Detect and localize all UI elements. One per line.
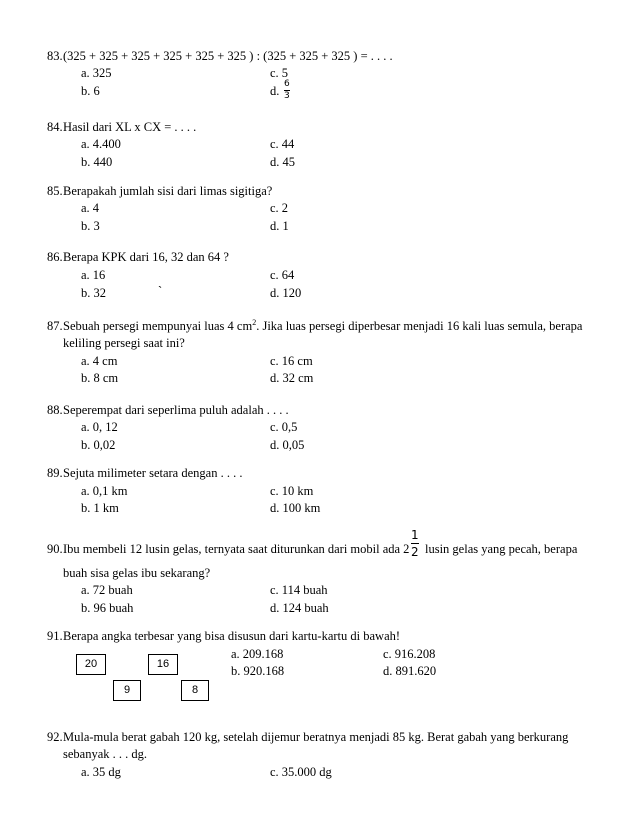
question-text: Berapa angka terbesar yang bisa disusun dari kartu-kartu di bawah! [63,629,401,643]
option-b: b. 32 [81,286,106,300]
option-d-fraction [284,80,290,101]
question-number: 90. [47,542,63,556]
option-d: d. 0,05 [270,438,305,452]
option-a: a. 16 [81,268,106,282]
fraction-numerator: 6 [284,79,290,89]
option-d: d. 100 km [270,501,321,515]
option-a: a. 35 dg [81,765,121,779]
fraction-denominator: 3 [284,91,290,101]
question-text-end: . Jika luas persegi diperbesar menjadi 16 kali luas semula, berapa [256,319,583,333]
option-c: c. 10 km [270,484,314,498]
option-c: c. 64 [270,268,295,282]
number-card: 9 [113,680,141,701]
question-text: Berapa KPK dari 16, 32 dan 64 ? [63,250,229,264]
option-c: c. 0,5 [270,420,298,434]
option-c: c. 5 [270,66,289,80]
question-text-line2: sebanyak . . . dg. [63,747,148,761]
option-a: a. 0, 12 [81,420,118,434]
option-a: a. 4 cm [81,354,118,368]
question-text: Sejuta milimeter setara dengan . . . . [63,466,243,480]
question-number: 91. [47,629,63,643]
option-d: d. 891.620 [383,664,437,678]
question-number: 86. [47,250,63,264]
option-d: d. 45 [270,155,295,169]
fraction-numerator: 1 [411,528,419,542]
fraction-denominator: 2 [411,545,419,559]
question-text: Mula-mula berat gabah 120 kg, setelah dijemur beratnya menjadi 85 kg. Berat gabah yang berkurang [63,730,569,744]
question-text: Seperempat dari seperlima puluh adalah . . . . [63,403,289,417]
mixed-number-fraction [411,529,419,558]
option-d: d. [270,84,280,98]
question-text-line2: keliling persegi saat ini? [63,336,185,350]
option-a: a. 325 [81,66,112,80]
question-text-line2: buah sisa gelas ibu sekarang? [63,566,211,580]
question-number: 89. [47,466,63,480]
question-text-start: Sebuah persegi mempunyai luas 4 cm [63,319,253,333]
question-number: 84. [47,120,63,134]
option-d: d. 32 cm [270,371,314,385]
option-a: a. 4.400 [81,137,121,151]
question-number: 87. [47,319,63,333]
option-b: b. 1 km [81,501,119,515]
superscript: 2 [252,317,257,327]
question-number: 88. [47,403,63,417]
question-number: 85. [47,184,63,198]
question-text-start: Ibu membeli 12 lusin gelas, ternyata saat diturunkan dari mobil ada 2 [63,542,410,556]
option-c: c. 916.208 [383,647,436,661]
question-text: Hasil dari XL x CX = . . . . [63,120,197,134]
question-number: 92. [47,730,63,744]
option-b: b. 0,02 [81,438,116,452]
option-c: c. 44 [270,137,295,151]
option-b: b. 440 [81,155,113,169]
number-card: 16 [148,654,178,675]
question-number: 83. [47,49,63,63]
question-text: (325 + 325 + 325 + 325 + 325 + 325 ) : (325 + 325 + 325 ) = . . . . [63,49,393,63]
number-card: 20 [76,654,106,675]
question-text-end: lusin gelas yang pecah, berapa [425,542,578,556]
option-c: c. 2 [270,201,289,215]
option-c: c. 114 buah [270,583,328,597]
option-a: a. 0,1 km [81,484,128,498]
option-d: d. 124 buah [270,601,329,615]
option-a: a. 4 [81,201,100,215]
option-c: c. 35.000 dg [270,765,332,779]
option-b: b. 96 buah [81,601,134,615]
option-d: d. 120 [270,286,302,300]
option-d: d. 1 [270,219,289,233]
number-card: 8 [181,680,209,701]
question-text: Berapakah jumlah sisi dari limas sigitiga? [63,184,273,198]
option-a: a. 72 buah [81,583,133,597]
question-text [63,317,583,333]
stray-mark: ` [158,284,163,298]
option-b: b. 3 [81,219,100,233]
option-a: a. 209.168 [231,647,284,661]
option-b: b. 8 cm [81,371,119,385]
option-b: b. 920.168 [231,664,285,678]
option-b: b. 6 [81,84,100,98]
option-c: c. 16 cm [270,354,313,368]
